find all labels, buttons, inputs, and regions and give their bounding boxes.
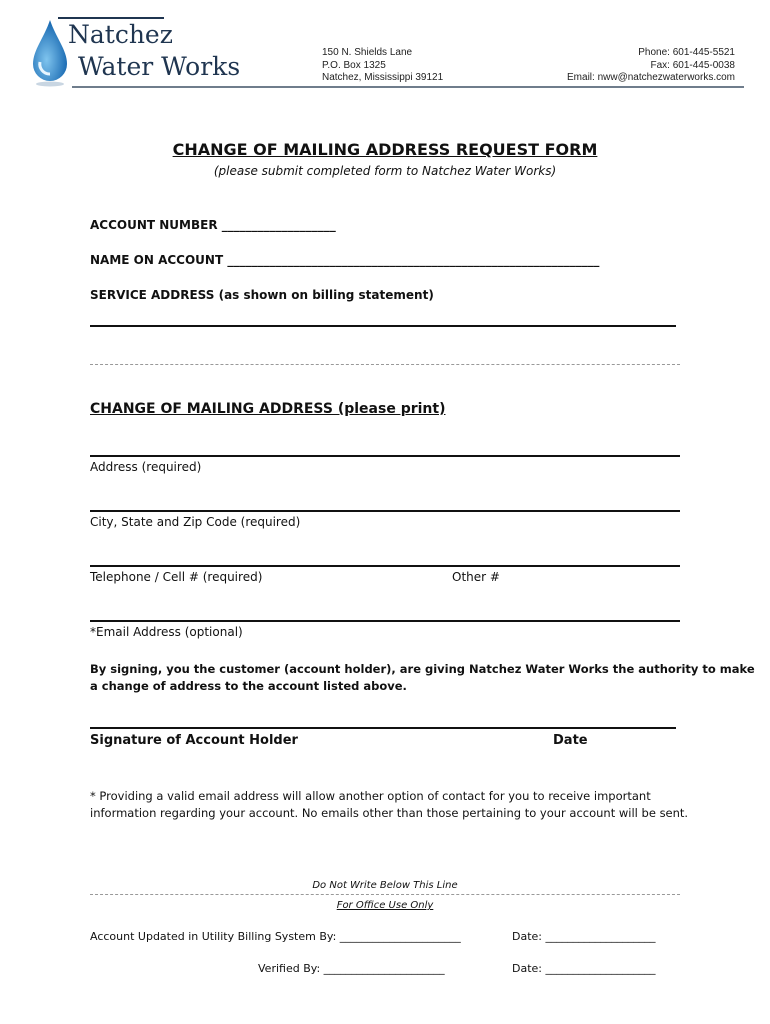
water-drop-logo-icon (30, 18, 70, 88)
account-number-field[interactable]: ACCOUNT NUMBER ___________________ (90, 218, 336, 232)
authority-statement-line1: By signing, you the customer (account holder), are giving Natchez Water Works the authority to make (90, 662, 755, 676)
signature-date-label: Date (553, 733, 588, 748)
form-subtitle: (please submit completed form to Natchez Water Works) (213, 164, 557, 178)
signature-label: Signature of Account Holder (90, 733, 298, 748)
email-line[interactable] (90, 620, 680, 622)
address-label: Address (required) (90, 460, 202, 474)
telephone-line[interactable] (90, 565, 680, 567)
name-on-account-field[interactable]: NAME ON ACCOUNT ______________________________________________________________ (90, 253, 600, 267)
service-address-label: SERVICE ADDRESS (as shown on billing statement) (90, 288, 434, 302)
office-divider (90, 894, 680, 895)
do-not-write-label: Do Not Write Below This Line (312, 880, 458, 891)
logo-top-rule (58, 17, 164, 19)
service-address-line[interactable] (90, 325, 676, 327)
logo-line2: Water Works (78, 52, 241, 81)
fax-number: Fax: 601-445-0038 (650, 60, 735, 71)
section2-title: CHANGE OF MAILING ADDRESS (please print) (90, 401, 446, 417)
city-state-zip-label: City, State and Zip Code (required) (90, 515, 301, 529)
updated-date-field[interactable]: Date: ____________________ (512, 930, 656, 943)
updated-by-field[interactable]: Account Updated in Utility Billing System By: ______________________ (90, 930, 461, 943)
authority-statement-line2: a change of address to the account listed above. (90, 679, 407, 693)
address-line-2: P.O. Box 1325 (322, 60, 386, 71)
office-use-label: For Office Use Only (336, 900, 434, 911)
verified-date-field[interactable]: Date: ____________________ (512, 962, 656, 975)
email-address: Email: nww@natchezwaterworks.com (567, 72, 735, 83)
address-line-3: Natchez, Mississippi 39121 (322, 72, 444, 83)
form-title: CHANGE OF MAILING ADDRESS REQUEST FORM (172, 140, 598, 159)
verified-by-field[interactable]: Verified By: ______________________ (258, 962, 445, 975)
email-note-line1: * Providing a valid email address will allow another option of contact for you to receive important (90, 789, 651, 803)
header-rule (72, 86, 744, 88)
address-line[interactable] (90, 455, 680, 457)
telephone-label: Telephone / Cell # (required) (90, 570, 263, 584)
email-note-line2: information regarding your account. No emails other than those pertaining to your account will be sent. (90, 806, 689, 820)
city-state-zip-line[interactable] (90, 510, 680, 512)
email-label: *Email Address (optional) (90, 625, 243, 639)
logo-line1: Natchez (68, 20, 173, 49)
signature-line[interactable] (90, 727, 676, 729)
section-divider (90, 364, 680, 365)
phone-number: Phone: 601-445-5521 (638, 47, 735, 58)
address-line-1: 150 N. Shields Lane (322, 47, 413, 58)
other-number-label: Other # (452, 570, 500, 584)
